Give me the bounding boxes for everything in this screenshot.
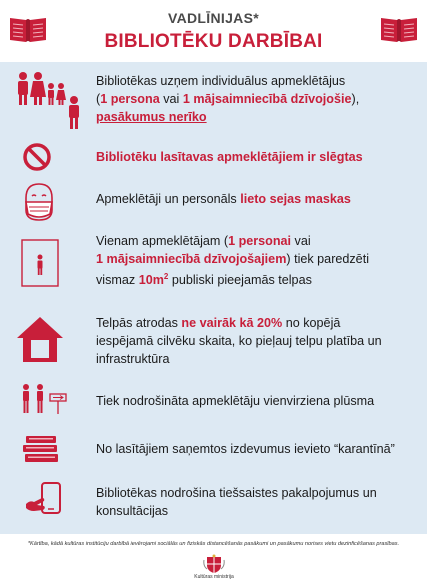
book-stack-icon (20, 434, 62, 464)
text-part: Bibliotēkas nodrošina tiešsaistes pakalpojumus un (96, 486, 377, 500)
text-part: konsultācijas (96, 504, 169, 518)
guideline-text (96, 314, 414, 368)
guideline-text (96, 148, 414, 166)
highlight-text: pasākumus nerīko (96, 110, 207, 124)
text-part: vai (159, 92, 183, 106)
highlight-text: 1 persona (100, 92, 160, 106)
highlight-text: 1 mājsaimniecībā dzīvojošie (182, 92, 352, 106)
footnote: *Kārtība, kādā kultūras institūciju darbībā ievērojami sociālās un fiziskās distancēšanās pasākumi un pasākumu norises vietu dezinficēšanas prasības. (27, 541, 400, 547)
guideline-text (96, 232, 414, 289)
open-book-icon (379, 14, 419, 44)
header (0, 0, 427, 62)
text-part: Bibliotēkas uzņem individuālus apmeklētājus (96, 74, 346, 88)
text-part: ), (351, 92, 360, 106)
house-icon (14, 314, 66, 366)
guidelines-panel (0, 62, 427, 534)
text-part: No lasītājiem saņemtos izdevumus ievieto “karantīnā” (96, 442, 395, 456)
text-part: publiski pieejamās telpas (168, 273, 312, 288)
page-title: VADLĪNIJAS* (168, 10, 259, 26)
text-part: Telpās atrodas (96, 316, 182, 330)
text-part: infrastruktūra (96, 352, 170, 366)
person-space-icon (20, 238, 60, 288)
highlight-text: 1 mājsaimniecībā dzīvojošajiem (96, 252, 287, 266)
text-part: Vienam apmeklētājam ( (96, 234, 229, 248)
text-part: ) tiek paredzēti (286, 252, 369, 266)
text-part: iespējamā cilvēku skaita, ko pieļauj telpu platība un (96, 334, 382, 348)
one-way-flow-icon (18, 382, 74, 418)
ministry-label: Kultūras ministrija (194, 574, 234, 580)
guideline-text (96, 484, 414, 520)
ministry-logo (190, 554, 238, 580)
guideline-text (96, 72, 414, 126)
text-part: Apmeklētāji un personāls (96, 192, 241, 206)
highlight-text: Bibliotēku lasītavas apmeklētājiem ir slēgtas (96, 150, 363, 164)
guideline-text (96, 440, 414, 458)
highlight-text: 10m (138, 273, 164, 288)
guideline-text (96, 392, 414, 410)
highlight-text: 1 personai (228, 234, 292, 248)
highlight-text: lieto sejas maskas (240, 192, 351, 206)
face-mask-icon (18, 180, 60, 222)
highlight-text: 2 (163, 272, 169, 281)
guideline-text (96, 190, 414, 208)
page-subtitle: BIBLIOTĒKU DARBĪBAI (104, 31, 323, 52)
text-part: ( (96, 92, 101, 106)
no-entry-icon (22, 142, 52, 172)
smartphone-icon (22, 480, 68, 520)
coat-of-arms-icon (203, 554, 225, 574)
text-part: vismaz (96, 273, 139, 288)
open-book-icon (8, 14, 48, 44)
text-part: vai (291, 234, 311, 248)
family-icon (14, 70, 86, 132)
text-part: Tiek nodrošināta apmeklētāju vienvirziena plūsma (96, 394, 375, 408)
text-part: no kopējā (282, 316, 341, 330)
highlight-text: ne vairāk kā 20% (181, 316, 283, 330)
